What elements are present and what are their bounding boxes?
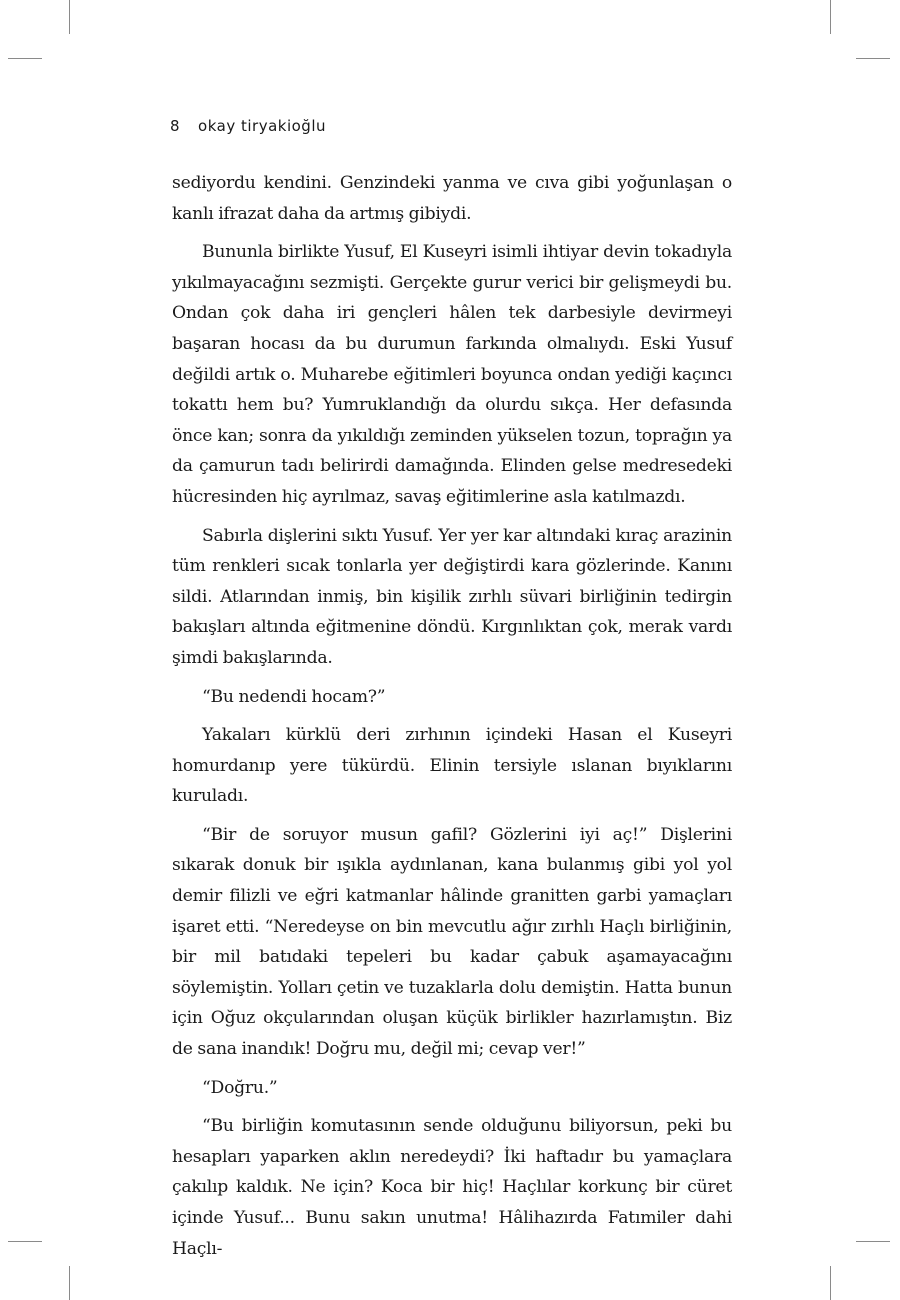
crop-mark-left-bottom bbox=[8, 1241, 42, 1242]
paragraph: “Bu nedendi hocam?” bbox=[202, 686, 386, 707]
author-name: okay tiryakioğlu bbox=[198, 117, 326, 135]
crop-mark-right-bottom bbox=[856, 1241, 890, 1242]
body-text bbox=[172, 168, 732, 1272]
crop-mark-top-left bbox=[69, 0, 70, 34]
paragraph: sediyordu kendini. Genzindeki yanma ve cıva gibi yoğunlaşan o kanlı ifrazat daha da artmış gibiydi. bbox=[172, 173, 732, 224]
crop-mark-left-top bbox=[8, 58, 42, 59]
crop-mark-top-right bbox=[830, 0, 831, 34]
crop-mark-right-top bbox=[856, 58, 890, 59]
running-head bbox=[170, 117, 326, 135]
crop-mark-bottom-left bbox=[69, 1266, 70, 1300]
paragraph: Sabırla dişlerini sıktı Yusuf. Yer yer kar altındaki kıraç arazinin tüm renkleri sıcak tonlarla yer değiştirdi kara gözlerinde. Kanını sildi. Atlarından inmiş, bin kişilik zırhlı süvari birliğinin tedirgin bakışları altında eğitmenine döndü. Kırgınlıktan çok, merak vardı şimdi bakışlarında. bbox=[172, 525, 732, 668]
paragraph: “Doğru.” bbox=[202, 1077, 278, 1098]
paragraph: Bununla birlikte Yusuf, El Kuseyri isimli ihtiyar devin tokadıyla yıkılmayacağını sezmişti. Gerçekte gurur verici bir gelişmeydi bu. Ondan çok daha iri gençleri hâlen tek darbesiyle devirmeyi başaran hocası da bu durumun farkında olmalıydı. Eski Yusuf değildi artık o. Muharebe eğitimleri boyunca ondan yediği kaçıncı tokattı hem bu? Yumruklandığı da olurdu sıkça. Her defasında önce kan; sonra da yıkıldığı zeminden yükselen tozun, toprağın ya da çamurun tadı belirirdi damağında. Elinden gelse medresedeki hücresinden hiç ayrılmaz, savaş eğitimlerine asla katılmazdı. bbox=[172, 242, 732, 507]
paragraph: “Bir de soruyor musun gafil? Gözlerini iyi aç!” Dişlerini sıkarak donuk bir ışıkla aydınlanan, kana bulanmış gibi yol yol demir filizli ve eğri katmanlar hâlinde granitten garbi yamaçları işaret etti. “Neredeyse on bin mevcutlu ağır zırhlı Haçlı birliğinin, bir mil batıdaki tepeleri bu kadar çabuk aşamayacağını söylemiştin. Yolları çetin ve tuzaklarla dolu demiştin. Hatta bunun için Oğuz okçularından oluşan küçük birlikler hazırlamıştın. Biz de sana inandık! Doğru mu, değil mi; cevap ver!” bbox=[172, 824, 732, 1060]
crop-mark-bottom-right bbox=[830, 1266, 831, 1300]
paragraph: “Bu birliğin komutasının sende olduğunu biliyorsun, peki bu hesapları yaparken aklın neredeydi? İki haftadır bu yamaçlara çakılıp kaldık. Ne için? Koca bir hiç! Haçlılar korkunç bir cüret içinde Yusuf... Bunu sakın unutma! Hâlihazırda Fatımiler dahi Haçlı- bbox=[172, 1116, 732, 1259]
page-number: 8 bbox=[170, 117, 181, 135]
paragraph: Yakaları kürklü deri zırhının içindeki Hasan el Kuseyri homurdanıp yere tükürdü. Elinin tersiyle ıslanan bıyıklarını kuruladı. bbox=[172, 725, 732, 807]
